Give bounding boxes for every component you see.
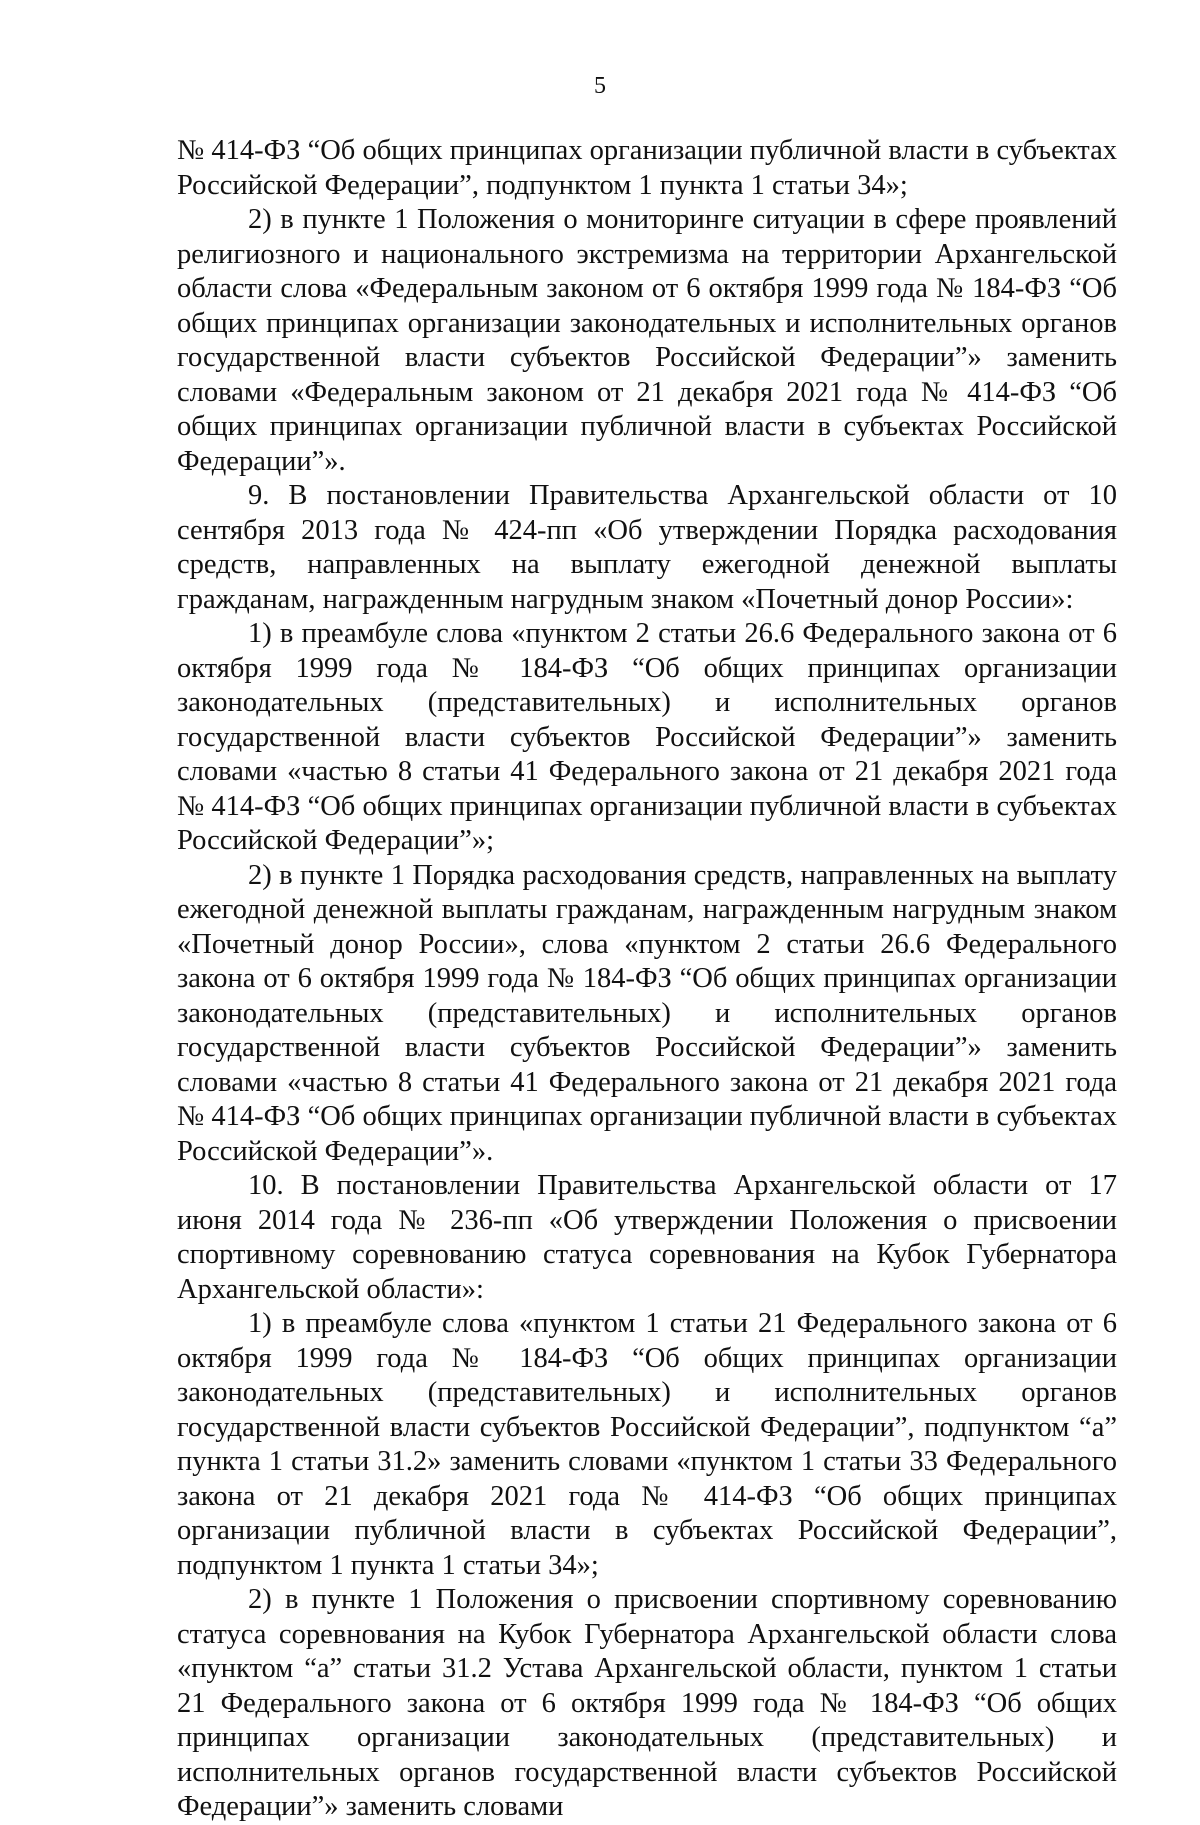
paragraph-section-9-item-1: 1) в преамбуле слова «пунктом 2 статьи 26.6 Федерального закона от 6 октября 1999 года № 184-ФЗ “Об общих принципах организации законодательных (представительных) и исполнительных органов государственной власти субъектов Российской Федерации”» заменить словами «частью 8 статьи 41 Федерального закона от 21 декабря 2021 года № 414-ФЗ “Об общих принципах организации публичной власти в субъектах Российской Федерации”»; (177, 618, 1117, 856)
paragraph-section-10-item-1: 1) в преамбуле слова «пунктом 1 статьи 21 Федерального закона от 6 октября 1999 года № 184-ФЗ “Об общих принципах организации законодательных (представительных) и исполнительных органов государственной власти субъектов Российской Федерации”, подпунктом “а” пункта 1 статьи 31.2» заменить словами «пунктом 1 статьи 33 Федерального закона от 21 декабря 2021 года № 414-ФЗ “Об общих принципах организации публичной власти в субъектах Российской Федерации”, подпунктом 1 пункта 1 статьи 34»; (177, 1308, 1117, 1581)
paragraph-continuation: № 414-ФЗ “Об общих принципах организации публичной власти в субъектах Российской Федерации”, подпунктом 1 пункта 1 статьи 34»; (177, 135, 1117, 201)
paragraph-section-9-item-2: 2) в пункте 1 Порядка расходования средств, направленных на выплату ежегодной денежной выплаты гражданам, награжденным нагрудным знаком «Почетный донор России», слова «пунктом 2 статьи 26.6 Федерального закона от 6 октября 1999 года № 184-ФЗ “Об общих принципах организации законодательных (представительных) и исполнительных органов государственной власти субъектов Российской Федерации”» заменить словами «частью 8 статьи 41 Федерального закона от 21 декабря 2021 года № 414-ФЗ “Об общих принципах организации публичной власти в субъектах Российской Федерации”». (177, 859, 1117, 1167)
document-body (177, 134, 1117, 1825)
paragraph-section-9: 9. В постановлении Правительства Архангельской области от 10 сентября 2013 года № 424-пп «Об утверждении Порядка расходования средств, направленных на выплату ежегодной денежной выплаты гражданам, награжденным нагрудным знаком «Почетный донор России»: (177, 480, 1117, 615)
paragraph-section-10-item-2: 2) в пункте 1 Положения о присвоении спортивному соревнованию статуса соревнования на Кубок Губернатора Архангельской области слова «пунктом “а” статьи 31.2 Устава Архангельской области, пунктом 1 статьи 21 Федерального закона от 6 октября 1999 года № 184-ФЗ “Об общих принципах организации законодательных (представительных) и исполнительных органов государственной власти субъектов Российской Федерации”» заменить словами (177, 1584, 1117, 1822)
paragraph-section-10: 10. В постановлении Правительства Архангельской области от 17 июня 2014 года № 236-пп «Об утверждении Положения о присвоении спортивному соревнованию статуса соревнования на Кубок Губернатора Архангельской области»: (177, 1170, 1117, 1305)
paragraph-item-2-monitoring: 2) в пункте 1 Положения о мониторинге ситуации в сфере проявлений религиозного и национального экстремизма на территории Архангельской области слова «Федеральным законом от 6 октября 1999 года № 184-ФЗ “Об общих принципах организации законодательных и исполнительных органов государственной власти субъектов Российской Федерации”» заменить словами «Федеральным законом от 21 декабря 2021 года № 414-ФЗ “Об общих принципах организации публичной власти в субъектах Российской Федерации”». (177, 204, 1117, 477)
page-number: 5 (594, 73, 606, 99)
